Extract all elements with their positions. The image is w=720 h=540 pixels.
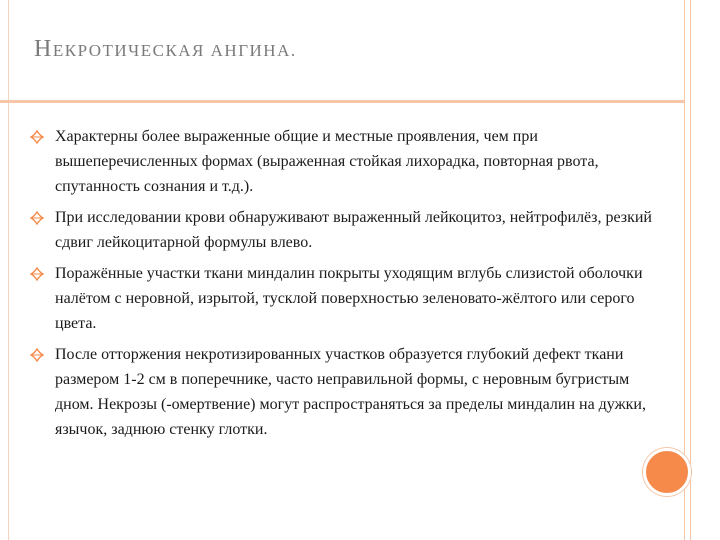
flower-bullet-icon	[30, 267, 44, 281]
bullet-item	[30, 261, 670, 336]
bullet-text: Поражённые участки ткани миндалин покрыты уходящим вглубь слизистой оболочки налётом с неровной, изрытой, тусклой поверхностью зеленовато-жёлтого или серого цвета.	[55, 265, 643, 332]
title-underline	[0, 100, 684, 103]
bullet-item	[30, 342, 670, 442]
flower-bullet-icon	[30, 348, 44, 362]
left-border	[0, 0, 9, 540]
bullet-item	[30, 124, 670, 199]
slide-title-rest: ЕКРОТИЧЕСКАЯ АНГИНА.	[52, 41, 297, 60]
bullet-item	[30, 205, 670, 255]
right-border-line-outer	[690, 0, 691, 540]
bullet-text: При исследовании крови обнаруживают выраженный лейкоцитоз, нейтрофилёз, резкий сдвиг лейкоцитарной формулы влево.	[55, 209, 652, 251]
bullet-text: После отторжения некротизированных участков образуется глубокий дефект ткани размером 1-2 см в поперечнике, часто неправильной формы, с неровным бугристым дном. Некрозы (-омертвение) могут распространяться за пределы миндалин на дужки, язычок, заднюю стенку глотки.	[55, 346, 646, 438]
slide-title	[34, 36, 297, 63]
flower-bullet-icon	[30, 211, 44, 225]
decorative-circle	[643, 448, 691, 496]
slide-title-initial: Н	[34, 36, 53, 62]
flower-bullet-icon	[30, 130, 44, 144]
bullet-list	[30, 124, 670, 448]
bullet-text: Характерны более выраженные общие и местные проявления, чем при вышеперечисленных формах (выраженная стойкая лихорадка, повторная рвота, спутанность сознания и т.д.).	[55, 128, 599, 195]
